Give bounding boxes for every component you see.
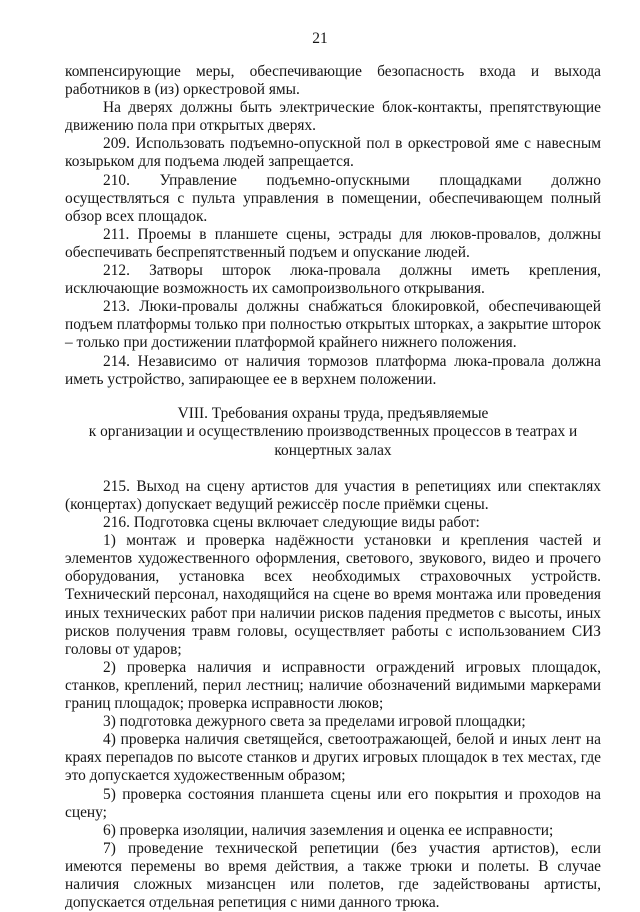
list-item-4: 4) проверка наличия светящейся, светоотражающей, белой и иных лент на краях перепадов по высоте станков и других игровых площадок в тех местах, где это допускается художественным образом; (65, 731, 601, 785)
document-body (65, 63, 601, 912)
paragraph-211: 211. Проемы в планшете сцены, эстрады для люков-провалов, должны обеспечивать беспрепятственный подъем и опускание людей. (65, 225, 601, 261)
section-heading-line-1: VIII. Требования охраны труда, предъявляемые (177, 404, 489, 422)
list-item-1: 1) монтаж и проверка надёжности установки и крепления частей и элементов художественного оформления, светового, звукового, видео и прочего оборудования, установка всех необходимых страховочных устройств. Технический персонал, находящийся на сцене во время монтажа или проведения иных технических работ при наличии рисков падения предметов с высоты, иных рисков получения травм головы, осуществляет работы с использованием СИЗ головы от ударов; (65, 532, 601, 658)
list-item-2: 2) проверка наличия и исправности ограждений игровых площадок, станков, креплений, перил лестниц; наличие обозначений видимыми маркерами границ площадок; проверка исправности люков; (65, 658, 601, 713)
section-heading-line-2: к организации и осуществлению производственных процессов в театрах и (88, 423, 578, 441)
list-item-7: 7) проведение технической репетиции (без участия артистов), если имеются перемены во время действия, а также трюки и полеты. В случае наличия сложных мизансцен или полетов, где задействованы артисты, допускается отдельная репетиция с ними данного трюка. (65, 839, 601, 912)
section-heading (65, 405, 601, 460)
paragraph-212: 212. Затворы шторок люка-провала должны иметь крепления, исключающие возможность их самопроизвольного открывания. (65, 262, 601, 298)
paragraph-216: 216. Подготовка сцены включает следующие виды работ: (103, 514, 480, 532)
paragraph-215: 215. Выход на сцену артистов для участия в репетициях или спектаклях (концертах) допускает ведущий режиссёр после приёмки сцены. (65, 477, 601, 513)
list-item-6: 6) проверка изоляции, наличия заземления и оценка ее исправности; (103, 821, 554, 839)
list-item-3: 3) подготовка дежурного света за пределами игровой площадки; (103, 713, 526, 731)
paragraph-door-contacts: На дверях должны быть электрические блок-контакты, препятствующие движению пола при открытых дверях. (65, 99, 601, 135)
paragraph-210: 210. Управление подъемно-опускными площадками должно осуществляться с пульта управления в помещении, обеспечивающем полный обзор всех площадок. (65, 171, 601, 225)
paragraph-213: 213. Люки-провалы должны снабжаться блокировкой, обеспечивающей подъем платформы только при полностью открытых шторках, а закрытие шторок – только при достижении платформой крайнего нижнего положения. (65, 298, 601, 352)
list-item-5: 5) проверка состояния планшета сцены или его покрытия и проходов на сцену; (65, 785, 601, 821)
paragraph-209: 209. Использовать подъемно-опускной пол в оркестровой яме с навесным козырьком для подъема людей запрещается. (65, 135, 601, 171)
paragraph-continuation: компенсирующие меры, обеспечивающие безопасность входа и выхода работников в (из) оркестровой ямы. (65, 63, 601, 99)
section-heading-line-3: концертных залах (274, 441, 392, 459)
page-number: 21 (312, 30, 328, 47)
paragraph-214: 214. Независимо от наличия тормозов платформа люка-провала должна иметь устройство, запирающее ее в верхнем положении. (65, 352, 601, 388)
